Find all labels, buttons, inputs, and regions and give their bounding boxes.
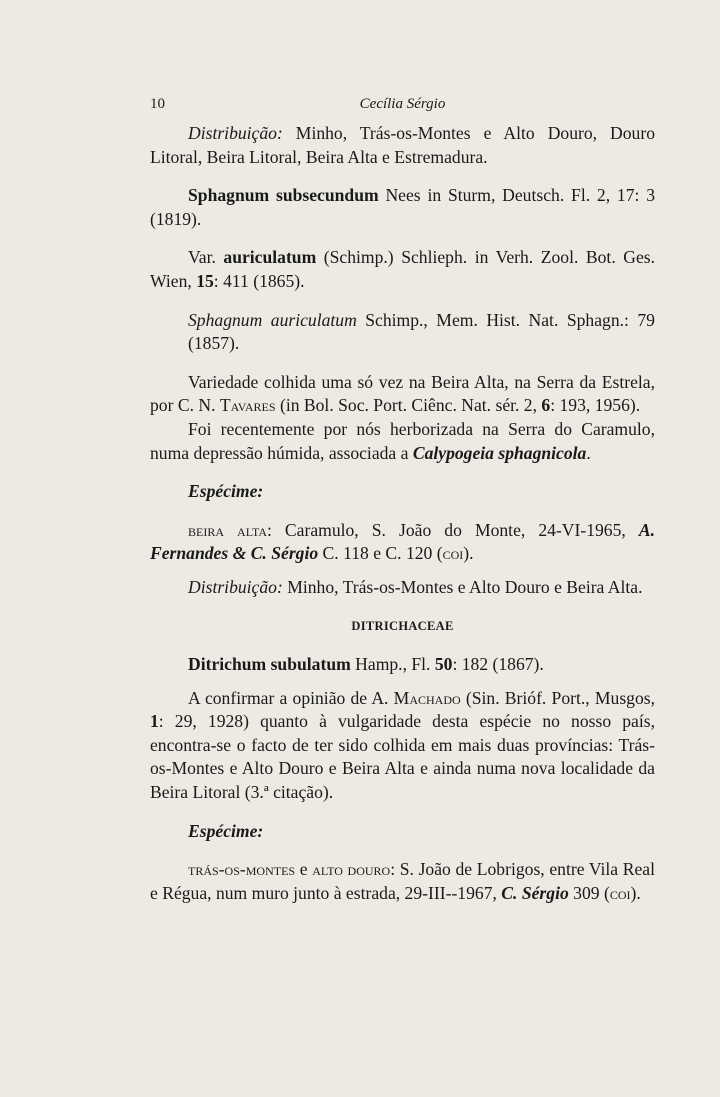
distribution-label: Distribuição: xyxy=(188,123,283,143)
associated-species: Calypogeia sphagnicola xyxy=(412,442,587,463)
commentary-paragraph-2: Foi recentemente por nós herborizada na Serra do Caramulo, numa depressão húmida, associada a Calypogeia sphagnicola. xyxy=(150,418,655,463)
synonym-name: Sphagnum auriculatum xyxy=(188,309,357,330)
distribution-label: Distribuição: xyxy=(188,576,283,597)
section-title: DITRICHACEAE xyxy=(351,618,454,633)
species-entry-sphagnum-subsecundum: Sphagnum subsecundum Nees in Sturm, Deutsch. Fl. 2, 17: 3 (1819). xyxy=(150,185,656,229)
species-entry-ditrichum-subulatum: Ditrichum subulatum Hamp., Fl. 50: 182 (1867). xyxy=(188,654,544,675)
region-name: alto douro xyxy=(312,859,391,880)
collector: C. Sérgio xyxy=(501,882,569,903)
region-name: beira alta xyxy=(188,519,267,540)
variety-name: auriculatum xyxy=(223,247,317,268)
author-name: Tavares xyxy=(219,395,276,416)
collectors: A. Fernandes & C. Sérgio xyxy=(150,519,655,564)
page-number: 10 xyxy=(150,96,165,112)
species-name: Ditrichum subulatum xyxy=(188,654,351,675)
specimen-record-2: trás-os-montes e alto douro: S. João de Lobrigos, entre Vila Real e Régua, num muro junto à estrada, 29-III--1967, C. Sérgio 309 (coi). xyxy=(150,859,655,903)
specimen-label-2: Espécime: xyxy=(188,820,264,841)
variety-entry: Var. auriculatum (Schimp.) Schlieph. in Verh. Zool. Bot. Ges. Wien, 15: 411 (1865). xyxy=(150,247,656,291)
specimen-label-1: Espécime: xyxy=(188,481,264,502)
specimen-record-1: beira alta: Caramulo, S. João do Monte, 24-VI-1965, A. Fernandes & C. Sérgio C. 118 e C. 120 (coi). xyxy=(150,519,655,564)
author-name: Machado xyxy=(393,687,461,708)
region-name: trás-os-montes xyxy=(188,859,296,880)
commentary-paragraph-1: Variedade colhida uma só vez na Beira Alta, na Serra da Estrela, por C. N. Tavares (in Bol. Soc. Port. Ciênc. Nat. sér. 2, 6: 193, 1956). xyxy=(150,371,655,416)
commentary-paragraph-3: A confirmar a opinião de A. Machado (Sin. Brióf. Port., Musgos, 1: 29, 1928) quanto à vulgaridade desta espécie no nosso país, encontra-se o facto de ter sido colhida em mais duas províncias: Trás-os-Montes e Alto Douro e Beira Alta e ainda numa nova localidade da Beira Litoral (3.ª citação). xyxy=(150,687,656,803)
distribution-paragraph-2: Distribuição: Minho, Trás-os-Montes e Alto Douro e Beira Alta. xyxy=(188,576,643,597)
running-head: Cecília Sérgio xyxy=(359,96,446,112)
species-name: Sphagnum subsecundum xyxy=(188,185,379,206)
distribution-paragraph-1: Distribuição: Minho, Trás-os-Montes e Alto Douro, Douro Litoral, Beira Litoral, Beira Alta e Estremadura. xyxy=(150,123,655,167)
synonym-entry: Sphagnum auriculatum Schimp., Mem. Hist. Nat. Sphagn.: 79 (1857). xyxy=(188,309,655,354)
body-text xyxy=(150,122,655,905)
